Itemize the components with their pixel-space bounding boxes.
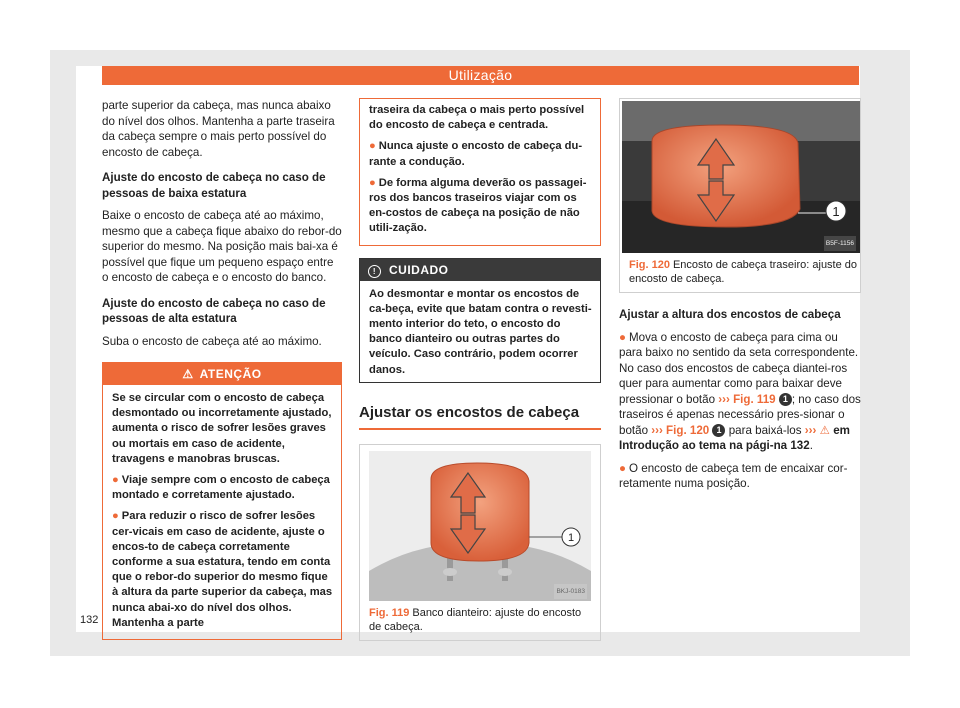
chapter-header: Utilização <box>102 66 859 85</box>
warning-bullet <box>112 473 333 503</box>
warning-continued-text: traseira da cabeça o mais perto possível do encosto de cabeça e centrada. <box>369 104 585 132</box>
column-left <box>102 98 342 640</box>
warning-intro: Se se circular com o encosto de cabeça desmontado ou incorretamente ajustado, aumenta o risco de sofrer lesões graves ou mortais em caso de acidente, travagens e manobras bruscas. <box>112 392 332 465</box>
warning-body <box>103 385 341 639</box>
figure-image-rear-headrest <box>622 101 860 253</box>
figure-label: Fig. 119 <box>369 607 410 620</box>
section-title: Ajustar os encostos de cabeça <box>359 405 601 431</box>
warning-title: ATENÇÃO <box>199 367 262 381</box>
image-code: BKJ-0183 <box>554 584 587 600</box>
figure-120 <box>619 98 861 293</box>
page-reference-link[interactable]: ››› <box>804 423 817 437</box>
warning-bullet-text: Viaje sempre com o encosto de cabeça montado e corretamente ajustado. <box>112 474 330 502</box>
bullet-icon: ● <box>369 176 376 189</box>
bullet-icon: ● <box>112 510 119 523</box>
warning-bullet <box>369 139 592 169</box>
instruction-text: ; no caso dos traseiros é apenas necessário pres-sionar o botão <box>619 392 861 437</box>
figure-reference-link[interactable]: ››› Fig. 119 <box>718 392 776 406</box>
callout-number-badge: 1 <box>712 424 725 437</box>
figure-caption <box>369 606 591 634</box>
instruction-bullet <box>619 461 861 492</box>
cross-reference-text: em Introdução ao tema na pági-na 132 <box>619 423 850 452</box>
caution-box <box>359 258 601 383</box>
instruction-text: Mova o encosto de cabeça para cima ou para baixo no sentido da seta correspondente. No caso dos encostos de cabeça diantei-ros quer para aumentar como para baixar deve pressionar o botão <box>619 330 859 406</box>
instruction-text: . <box>809 439 813 452</box>
figure-caption-text: Encosto de cabeça traseiro: ajuste do encosto de cabeça. <box>629 259 858 285</box>
figure-callout-number: 1 <box>832 204 840 219</box>
headrest-front-illustration <box>369 451 591 601</box>
caution-title: CUIDADO <box>389 262 449 277</box>
warning-triangle-icon: ⚠ <box>182 367 194 381</box>
subheading-low-stature: Ajuste do encosto de cabeça no caso de pessoas de baixa estatura <box>102 171 326 200</box>
page-number: 132 <box>80 614 99 626</box>
figure-callout-number: 1 <box>567 532 575 545</box>
callout-number-badge: 1 <box>779 393 792 406</box>
image-code: B5F-1156 <box>824 236 856 252</box>
instruction-text: O encosto de cabeça tem de encaixar cor-retamente numa posição. <box>619 461 848 490</box>
caution-body: Ao desmontar e montar os encostos de ca-beça, evite que batam contra o revesti-mento interior do teto, o encosto do banco dianteiro ou outras partes do veículo. Caso contrário, podem ocorrer danos. <box>369 287 592 376</box>
warning-bullet <box>112 509 333 631</box>
warning-bullet-text: Para reduzir o risco de sofrer lesões cer-vicais em caso de acidente, ajuste o encos-to de cabeça corretamente conforme a sua estatura, tendo em conta que o rebor-do superior do mesmo fique à altura da parte superior da cabeça, mas nunca abai-xo do nível dos olhos. Mantenha a parte <box>112 510 333 629</box>
warning-box <box>102 362 342 640</box>
bullet-icon: ● <box>619 330 627 344</box>
column-right <box>619 98 861 499</box>
instruction-text: para baixá-los <box>728 423 802 437</box>
warning-header <box>103 363 341 385</box>
paragraph: Suba o encosto de cabeça até ao máximo. <box>102 334 322 348</box>
subheading-tall-stature: Ajuste do encosto de cabeça no caso de pessoas de alta estatura <box>102 296 326 325</box>
instruction-bullet <box>619 330 861 454</box>
column-middle <box>359 98 601 641</box>
warning-triangle-icon: ⚠ <box>819 423 830 437</box>
figure-119 <box>359 444 601 641</box>
bullet-icon: ● <box>619 461 627 475</box>
warning-box-continued <box>359 98 601 246</box>
paragraph: Baixe o encosto de cabeça até ao máximo, mesmo que a cabeça fique abaixo do rebor-do superior do mesmo. Na posição mais bai-xa é possível que fique um pequeno espaço entre o encosto de cabeça e o encosto do banco. <box>102 209 342 284</box>
figure-caption-text: Banco dianteiro: ajuste do encosto de cabeça. <box>369 607 582 634</box>
warning-bullet-text: De forma alguma deverão os passagei-ros dos bancos traseiros viajar com os en-costos de cabeça na posição de não utili-zação. <box>369 176 587 235</box>
figure-image-front-headrest <box>369 451 591 601</box>
warning-bullet <box>369 176 592 237</box>
caution-header <box>360 259 600 281</box>
bullet-icon: ● <box>369 140 376 153</box>
bullet-icon: ● <box>112 474 119 487</box>
warning-bullet-text: Nunca ajuste o encosto de cabeça du-rante a condução. <box>369 140 583 168</box>
paragraph: parte superior da cabeça, mas nunca abaixo do nível dos olhos. Mantenha a parte traseira da cabeça sempre o mais perto possível do encosto de cabeça. <box>102 99 335 159</box>
subheading-height-adjust: Ajustar a altura dos encostos de cabeça <box>619 308 841 321</box>
figure-reference-link[interactable]: ››› Fig. 120 <box>651 423 710 437</box>
figure-caption <box>622 258 858 286</box>
headrest-rear-illustration <box>622 101 860 253</box>
figure-label: Fig. 120 <box>629 259 670 271</box>
info-circle-icon: ! <box>368 265 381 278</box>
